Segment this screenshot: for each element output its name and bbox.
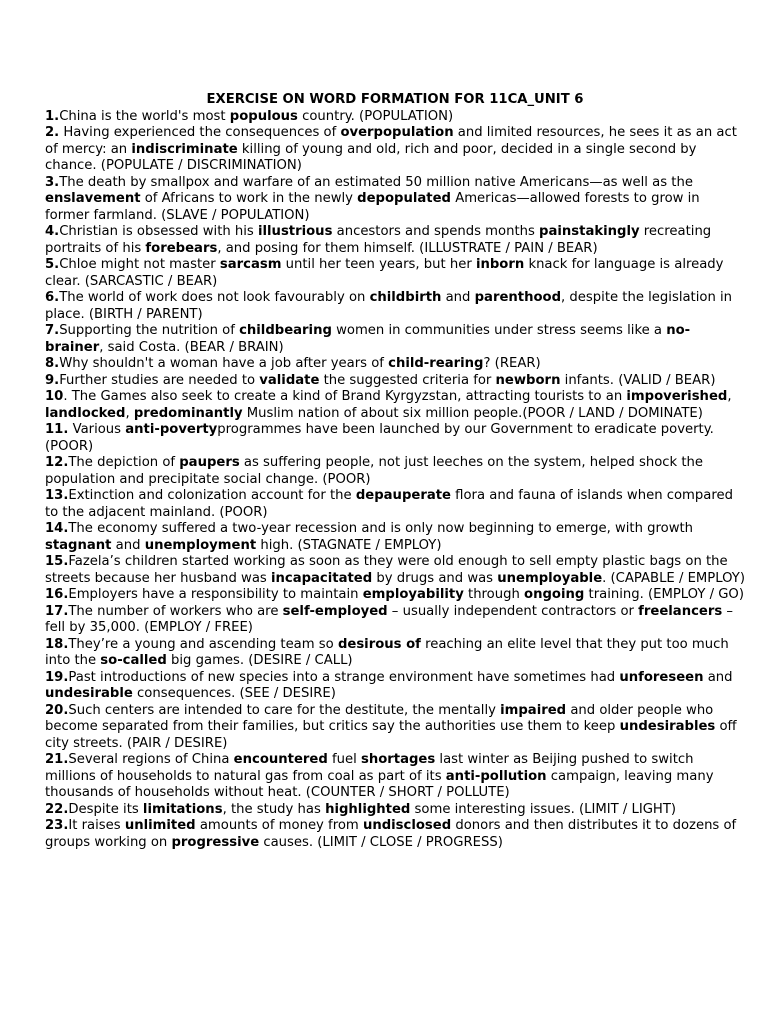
- answer-word: impaired: [500, 702, 567, 718]
- sentence-text: They’re a young and ascending team so: [68, 636, 338, 652]
- sentence-text: ,: [727, 389, 732, 404]
- sentence-text: ,: [125, 405, 134, 421]
- answer-word: inborn: [475, 257, 525, 272]
- exercise-number: 9.: [45, 372, 60, 388]
- exercise-number: 5.: [45, 257, 60, 272]
- sentence-text: causes. (LIMIT / CLOSE / PROGRESS): [259, 834, 503, 850]
- exercise-item: [45, 455, 745, 488]
- exercise-number: 20.: [45, 702, 69, 718]
- answer-word: childbirth: [369, 290, 442, 305]
- sentence-text: training. (EMPLOY / GO): [584, 587, 744, 602]
- sentence-text: Such centers are intended to care for the destitute, the mentally: [68, 702, 501, 718]
- sentence-text: Christian is obsessed with his: [59, 224, 258, 239]
- exercise-item: [45, 356, 745, 373]
- answer-word: landlocked: [45, 405, 126, 421]
- answer-word: indiscriminate: [131, 141, 238, 157]
- sentence-text: – fell by 35,000. (EMPLOY / FREE): [45, 603, 733, 635]
- exercise-item: [45, 554, 745, 587]
- answer-word: no-brainer: [45, 323, 691, 355]
- sentence-text: , and posing for them himself. (ILLUSTRATE / PAIN / BEAR): [217, 240, 598, 256]
- sentence-text: last winter as Beijing pushed to switch millions of households to natural gas from coal as part of its: [45, 752, 694, 784]
- answer-word: undesirables: [619, 719, 716, 734]
- answer-word: encountered: [233, 752, 328, 767]
- exercise-number: 4.: [45, 224, 60, 239]
- exercise-item: [45, 422, 745, 455]
- exercise-item: [45, 323, 745, 356]
- answer-word: stagnant: [45, 537, 112, 553]
- exercise-item: [45, 818, 745, 851]
- sentence-text: reaching an elite level that they put too much into the: [45, 636, 729, 668]
- sentence-text: The number of workers who are: [68, 603, 283, 619]
- sentence-text: Why shouldn't a woman have a job after years of: [59, 356, 389, 371]
- answer-word: so-called: [100, 653, 167, 668]
- exercise-item: [45, 521, 745, 554]
- answer-word: overpopulation: [340, 125, 454, 140]
- exercise-number: 2.: [45, 125, 60, 140]
- exercise-item: [45, 488, 745, 521]
- exercise-number: 10: [45, 389, 64, 404]
- sentence-text: flora and fauna of islands when compared to the adjacent mainland. (POOR): [45, 488, 733, 520]
- sentence-text: through: [463, 587, 525, 602]
- exercise-item: [45, 802, 745, 819]
- sentence-text: big games. (DESIRE / CALL): [166, 653, 353, 668]
- exercise-item: [45, 109, 745, 126]
- exercise-number: 22.: [45, 801, 69, 817]
- exercise-number: 23.: [45, 818, 69, 833]
- answer-word: undisclosed: [362, 818, 452, 833]
- exercise-number: 11.: [45, 422, 69, 437]
- answer-word: anti-pollution: [445, 768, 547, 784]
- answer-word: populous: [229, 108, 298, 124]
- sentence-text: high. (STAGNATE / EMPLOY): [256, 537, 442, 553]
- exercise-number: 6.: [45, 290, 60, 305]
- sentence-text: and: [111, 537, 145, 553]
- sentence-text: campaign, leaving many thousands of households without heat. (COUNTER / SHORT / POLLUTE): [45, 768, 714, 800]
- sentence-text: amounts of money from: [195, 818, 363, 833]
- exercise-item: [45, 125, 745, 175]
- answer-word: predominantly: [133, 405, 243, 421]
- exercise-list: [45, 109, 745, 852]
- sentence-text: Extinction and colonization account for the: [68, 488, 356, 503]
- sentence-text: Several regions of China: [68, 752, 234, 767]
- exercise-item: [45, 290, 745, 323]
- exercise-item: [45, 752, 745, 802]
- exercise-number: 13.: [45, 488, 69, 503]
- exercise-number: 18.: [45, 636, 69, 652]
- sentence-text: , said Costa. (BEAR / BRAIN): [99, 339, 284, 355]
- sentence-text: knack for language is already clear. (SARCASTIC / BEAR): [45, 257, 724, 289]
- exercise-number: 17.: [45, 603, 69, 619]
- answer-word: sarcasm: [219, 257, 282, 272]
- exercise-item: [45, 257, 745, 290]
- exercise-number: 16.: [45, 587, 69, 602]
- sentence-text: Having experienced the consequences of: [59, 125, 341, 140]
- exercise-number: 7.: [45, 323, 60, 338]
- answer-word: anti-poverty: [125, 422, 218, 437]
- sentence-text: as suffering people, not just leeches on the system, helped shock the population and precipitate social change. (POOR): [45, 455, 703, 487]
- sentence-text: by drugs and was: [372, 570, 498, 586]
- answer-word: enslavement: [45, 191, 141, 206]
- sentence-text: recreating portraits of his: [45, 224, 712, 256]
- answer-word: unforeseen: [619, 669, 704, 685]
- exercise-number: 3.: [45, 174, 60, 190]
- sentence-text: . (CAPABLE / EMPLOY): [602, 570, 745, 586]
- sentence-text: Americas—allowed forests to grow in former farmland. (SLAVE / POPULATION): [45, 191, 700, 223]
- sentence-text: of Africans to work in the newly: [140, 191, 358, 206]
- sentence-text: and: [441, 290, 475, 305]
- sentence-text: and older people who become separated from their families, but critics say the authorities use them to keep: [45, 702, 714, 734]
- answer-word: incapacitated: [270, 570, 373, 586]
- answer-word: highlighted: [325, 801, 411, 817]
- answer-word: validate: [259, 372, 320, 388]
- sentence-text: Employers have a responsibility to maintain: [68, 587, 363, 602]
- sentence-text: – usually independent contractors or: [387, 603, 639, 619]
- document-page: [45, 92, 745, 851]
- answer-word: paupers: [179, 455, 240, 470]
- answer-word: depopulated: [357, 191, 451, 206]
- answer-word: limitations: [142, 801, 223, 817]
- sentence-text: ancestors and spends months: [332, 224, 540, 239]
- exercise-number: 8.: [45, 356, 60, 371]
- sentence-text: The world of work does not look favourably on: [59, 290, 370, 305]
- answer-word: undesirable: [45, 686, 133, 701]
- answer-word: self-employed: [282, 603, 388, 619]
- sentence-text: fuel: [327, 752, 361, 767]
- answer-word: unlimited: [124, 818, 196, 833]
- answer-word: unemployment: [144, 537, 257, 553]
- exercise-item: [45, 637, 745, 670]
- sentence-text: The death by smallpox and warfare of an estimated 50 million native Americans—as well as the: [59, 174, 693, 190]
- answer-word: ongoing: [524, 587, 585, 602]
- answer-word: illustrious: [258, 224, 333, 239]
- answer-word: newborn: [495, 372, 561, 388]
- answer-word: childbearing: [239, 323, 332, 338]
- sentence-text: donors and then distributes it to dozens of groups working on: [45, 818, 737, 850]
- exercise-item: [45, 703, 745, 753]
- answer-word: impoverished: [626, 389, 728, 404]
- exercise-number: 21.: [45, 752, 69, 767]
- sentence-text: the suggested criteria for: [319, 372, 496, 388]
- sentence-text: some interesting issues. (LIMIT / LIGHT): [410, 801, 677, 817]
- answer-word: forebears: [145, 240, 218, 256]
- answer-word: painstakingly: [539, 224, 640, 239]
- sentence-text: Various: [68, 422, 126, 437]
- sentence-text: Chloe might not master: [59, 257, 220, 272]
- sentence-text: killing of young and old, rich and poor, decided in a single second by chance. (POPULATE / DISCRIMINATION): [45, 141, 697, 173]
- sentence-text: Past introductions of new species into a strange environment have sometimes had: [68, 669, 620, 685]
- exercise-number: 15.: [45, 554, 69, 569]
- exercise-number: 12.: [45, 455, 69, 470]
- answer-word: shortages: [360, 752, 436, 767]
- answer-word: depauperate: [355, 488, 451, 503]
- exercise-item: [45, 224, 745, 257]
- sentence-text: women in communities under stress seems like a: [331, 323, 667, 338]
- answer-word: parenthood: [474, 290, 562, 305]
- sentence-text: country. (POPULATION): [297, 108, 454, 124]
- sentence-text: China is the world's most: [59, 108, 230, 124]
- sentence-text: Fazela’s children started working as soon as they were old enough to sell empty plastic bags on the streets because her husband was: [45, 554, 728, 586]
- sentence-text: and limited resources, he sees it as an act of mercy: an: [45, 125, 737, 157]
- exercise-number: 19.: [45, 669, 69, 685]
- answer-word: child-rearing: [388, 356, 484, 371]
- sentence-text: infants. (VALID / BEAR): [560, 372, 716, 388]
- sentence-text: until her teen years, but her: [281, 257, 476, 272]
- answer-word: progressive: [171, 834, 260, 850]
- exercise-item: [45, 587, 745, 604]
- exercise-number: 1.: [45, 108, 60, 124]
- exercise-item: [45, 670, 745, 703]
- sentence-text: programmes have been launched by our Government to eradicate poverty.(POOR): [45, 422, 714, 454]
- sentence-text: Muslim nation of about six million people.(POOR / LAND / DOMINATE): [242, 405, 703, 421]
- answer-word: unemployable: [497, 570, 603, 586]
- sentence-text: , despite the legislation in place. (BIRTH / PARENT): [45, 290, 733, 322]
- exercise-item: [45, 373, 745, 390]
- exercise-item: [45, 175, 745, 225]
- sentence-text: Further studies are needed to: [59, 372, 260, 388]
- sentence-text: ? (REAR): [483, 356, 541, 371]
- answer-word: employability: [362, 587, 464, 602]
- sentence-text: It raises: [68, 818, 125, 833]
- sentence-text: Supporting the nutrition of: [59, 323, 240, 338]
- sentence-text: . The Games also seek to create a kind of Brand Kyrgyzstan, attracting tourists to an: [63, 389, 627, 404]
- exercise-number: 14.: [45, 521, 69, 536]
- answer-word: freelancers: [638, 603, 723, 619]
- exercise-item: [45, 604, 745, 637]
- sentence-text: consequences. (SEE / DESIRE): [132, 686, 336, 701]
- exercise-item: [45, 389, 745, 422]
- document-title: EXERCISE ON WORD FORMATION FOR 11CA_UNIT 6: [206, 92, 584, 107]
- sentence-text: and: [703, 669, 733, 685]
- sentence-text: off city streets. (PAIR / DESIRE): [45, 719, 737, 751]
- sentence-text: , the study has: [222, 801, 326, 817]
- sentence-text: Despite its: [68, 801, 143, 817]
- sentence-text: The depiction of: [68, 455, 180, 470]
- answer-word: desirous of: [337, 636, 421, 652]
- sentence-text: The economy suffered a two-year recession and is only now beginning to emerge, with growth: [68, 521, 694, 536]
